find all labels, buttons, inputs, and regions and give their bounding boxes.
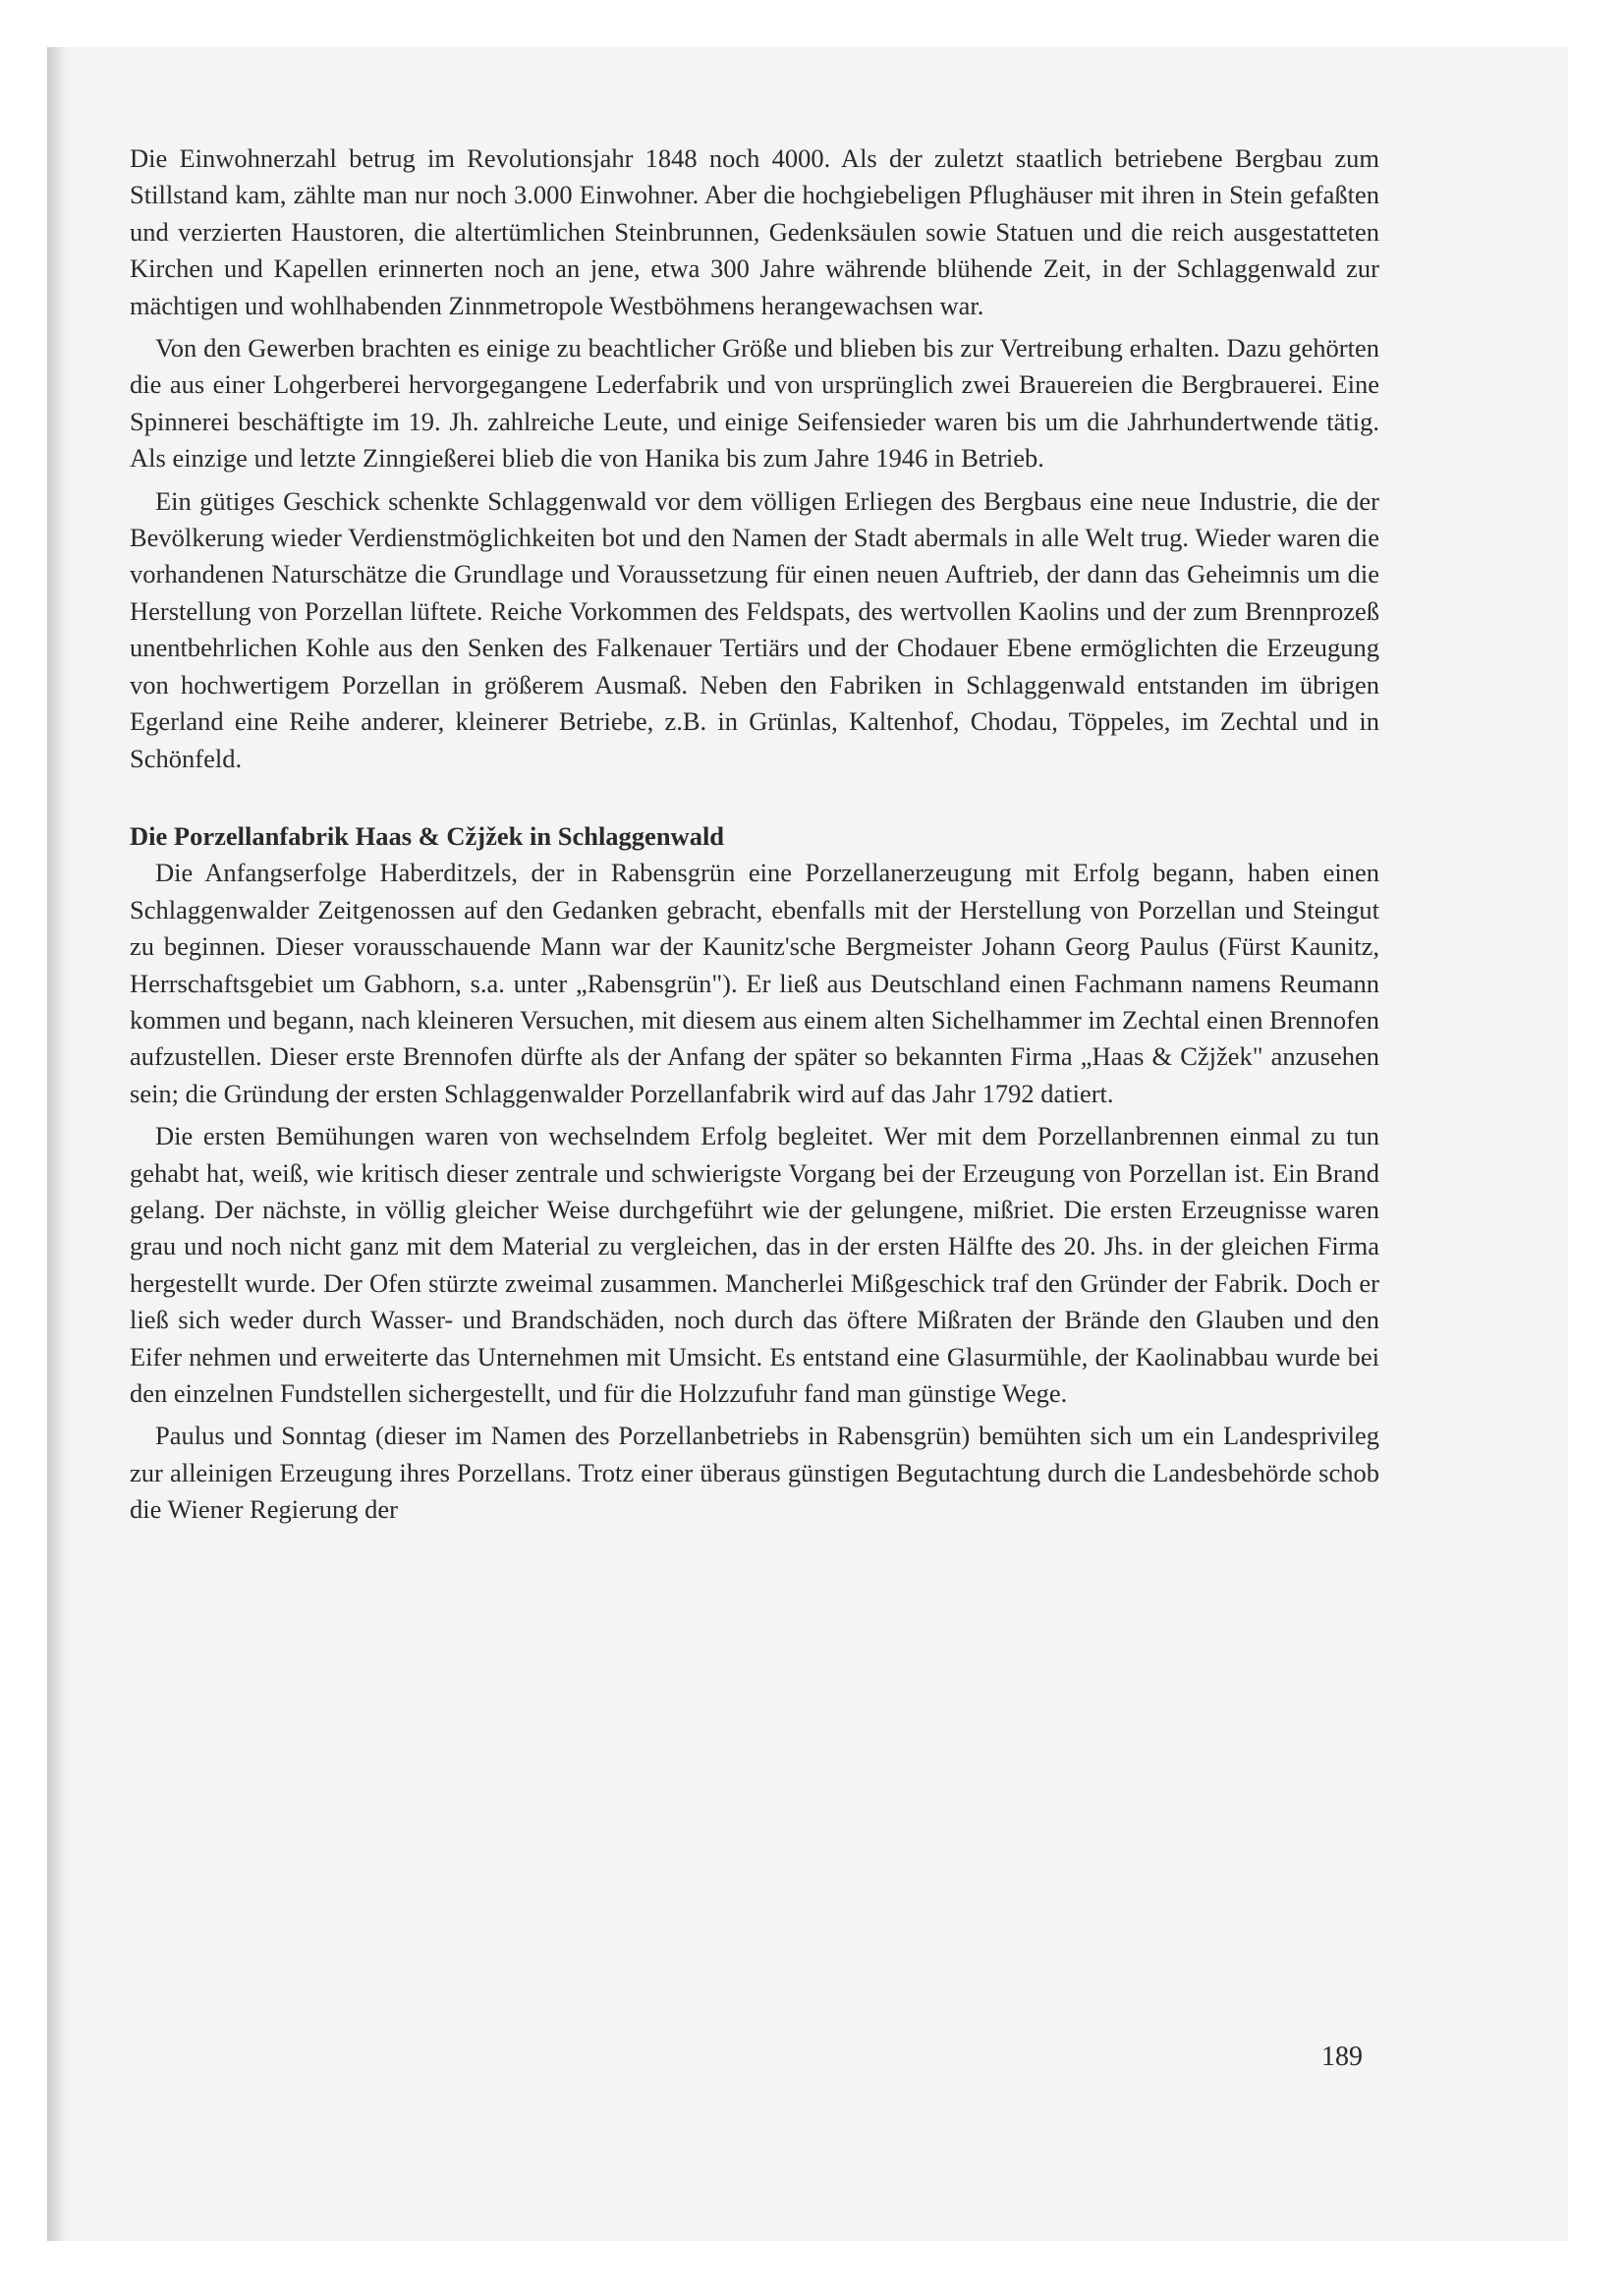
book-gutter-shadow bbox=[47, 47, 73, 2241]
page-number: 189 bbox=[1321, 2042, 1363, 2072]
body-text bbox=[130, 140, 1379, 1529]
section-heading: Die Porzellanfabrik Haas & Cžjžek in Schlaggenwald bbox=[130, 820, 725, 851]
paragraph-population: Die Einwohnerzahl betrug im Revolutionsjahr 1848 noch 4000. Als der zuletzt staatlich betriebene Bergbau zum Stillstand kam, zählte man nur noch 3.000 Einwohner. Aber die hochgiebeligen Pflughäuser mit ihren in Stein gefaßten und verzierten Haustoren, die altertümlichen Steinbrunnen, Gedenksäulen sowie Statuen und die reich ausgestatteten Kirchen und Kapellen erinnerten noch an jene, etwa 300 Jahre währende blühende Zeit, in der Schlaggenwald zur mächtigen und wohlhabenden Zinnmetropole Westböhmens herangewachsen war. bbox=[130, 143, 1379, 320]
paragraph-trades: Von den Gewerben brachten es einige zu beachtlicher Größe und blieben bis zur Vertreibung erhalten. Dazu gehörten die aus einer Lohgerberei hervorgegangene Lederfabrik und von ursprünglich zwei Brauereien die Bergbrauerei. Eine Spinnerei beschäftigte im 19. Jh. zahlreiche Leute, und einige Seifensieder waren bis um die Jahrhundertwende tätig. Als einzige und letzte Zinngießerei blieb die von Hanika bis zum Jahre 1946 in Betrieb. bbox=[130, 333, 1379, 474]
paragraph-privilege: Paulus und Sonntag (dieser im Namen des Porzellanbetriebs in Rabensgrün) bemühten sich um ein Landesprivileg zur alleinigen Erzeugung ihres Porzellans. Trotz einer überaus günstigen Begutachtung durch die Landesbehörde schob die Wiener Regierung der bbox=[130, 1421, 1379, 1525]
paragraph-early-efforts: Die ersten Bemühungen waren von wechselndem Erfolg begleitet. Wer mit dem Porzellanbrennen einmal zu tun gehabt hat, weiß, wie kritisch dieser zentrale und schwierigste Vorgang bei der Erzeugung von Porzellan ist. Ein Brand gelang. Der nächste, in völlig gleicher Weise durchgeführt wie der gelungene, mißriet. Die ersten Erzeugnisse waren grau und noch nicht ganz mit dem Material zu vergleichen, das in der ersten Hälfte des 20. Jhs. in der gleichen Firma hergestellt wurde. Der Ofen stürzte zweimal zusammen. Mancherlei Mißgeschick traf den Gründer der Fabrik. Doch er ließ sich weder durch Wasser- und Brandschäden, noch durch das öftere Mißraten der Brände den Glauben und den Eifer nehmen und erweiterte das Unternehmen mit Umsicht. Es entstand eine Glasurmühle, der Kaolinabbau wurde bei den einzelnen Fundstellen sichergestellt, und für die Holzzufuhr fand man günstige Wege. bbox=[130, 1121, 1379, 1408]
paragraph-founding: Die Anfangserfolge Haberditzels, der in Rabensgrün eine Porzellanerzeugung mit Erfolg begann, haben einen Schlaggenwalder Zeitgenossen auf den Gedanken gebracht, ebenfalls mit der Herstellung von Porzellan und Steingut zu beginnen. Dieser vorausschauende Mann war der Kaunitz'sche Bergmeister Johann Georg Paulus (Fürst Kaunitz, Herrschaftsgebiet um Gabhorn, s.a. unter „Rabensgrün"). Er ließ aus Deutschland einen Fachmann namens Reumann kommen und begann, nach kleineren Versuchen, mit diesem aus einem alten Sichelhammer im Zechtal einen Brennofen aufzustellen. Dieser erste Brennofen dürfte als der Anfang der später so bekannten Firma „Haas & Cžjžek" anzusehen sein; die Gründung der ersten Schlaggenwalder Porzellanfabrik wird auf das Jahr 1792 datiert. bbox=[130, 858, 1379, 1108]
paragraph-porcelain-industry: Ein gütiges Geschick schenkte Schlaggenwald vor dem völligen Erliegen des Bergbaus eine neue Industrie, die der Bevölkerung wieder Verdienstmöglichkeiten bot und den Namen der Stadt abermals in alle Welt trug. Wieder waren die vorhandenen Naturschätze die Grundlage und Voraussetzung für einen neuen Auftrieb, der dann das Geheimnis um die Herstellung von Porzellan lüftete. Reiche Vorkommen des Feldspats, des wertvollen Kaolins und der zum Brennprozeß unentbehrlichen Kohle aus den Senken des Falkenauer Tertiärs und der Chodauer Ebene ermöglichten die Erzeugung von hochwertigem Porzellan in größerem Ausmaß. Neben den Fabriken in Schlaggenwald entstanden im übrigen Egerland eine Reihe anderer, kleinerer Betriebe, z.B. in Grünlas, Kaltenhof, Chodau, Töppeles, im Zechtal und in Schönfeld. bbox=[130, 485, 1379, 773]
